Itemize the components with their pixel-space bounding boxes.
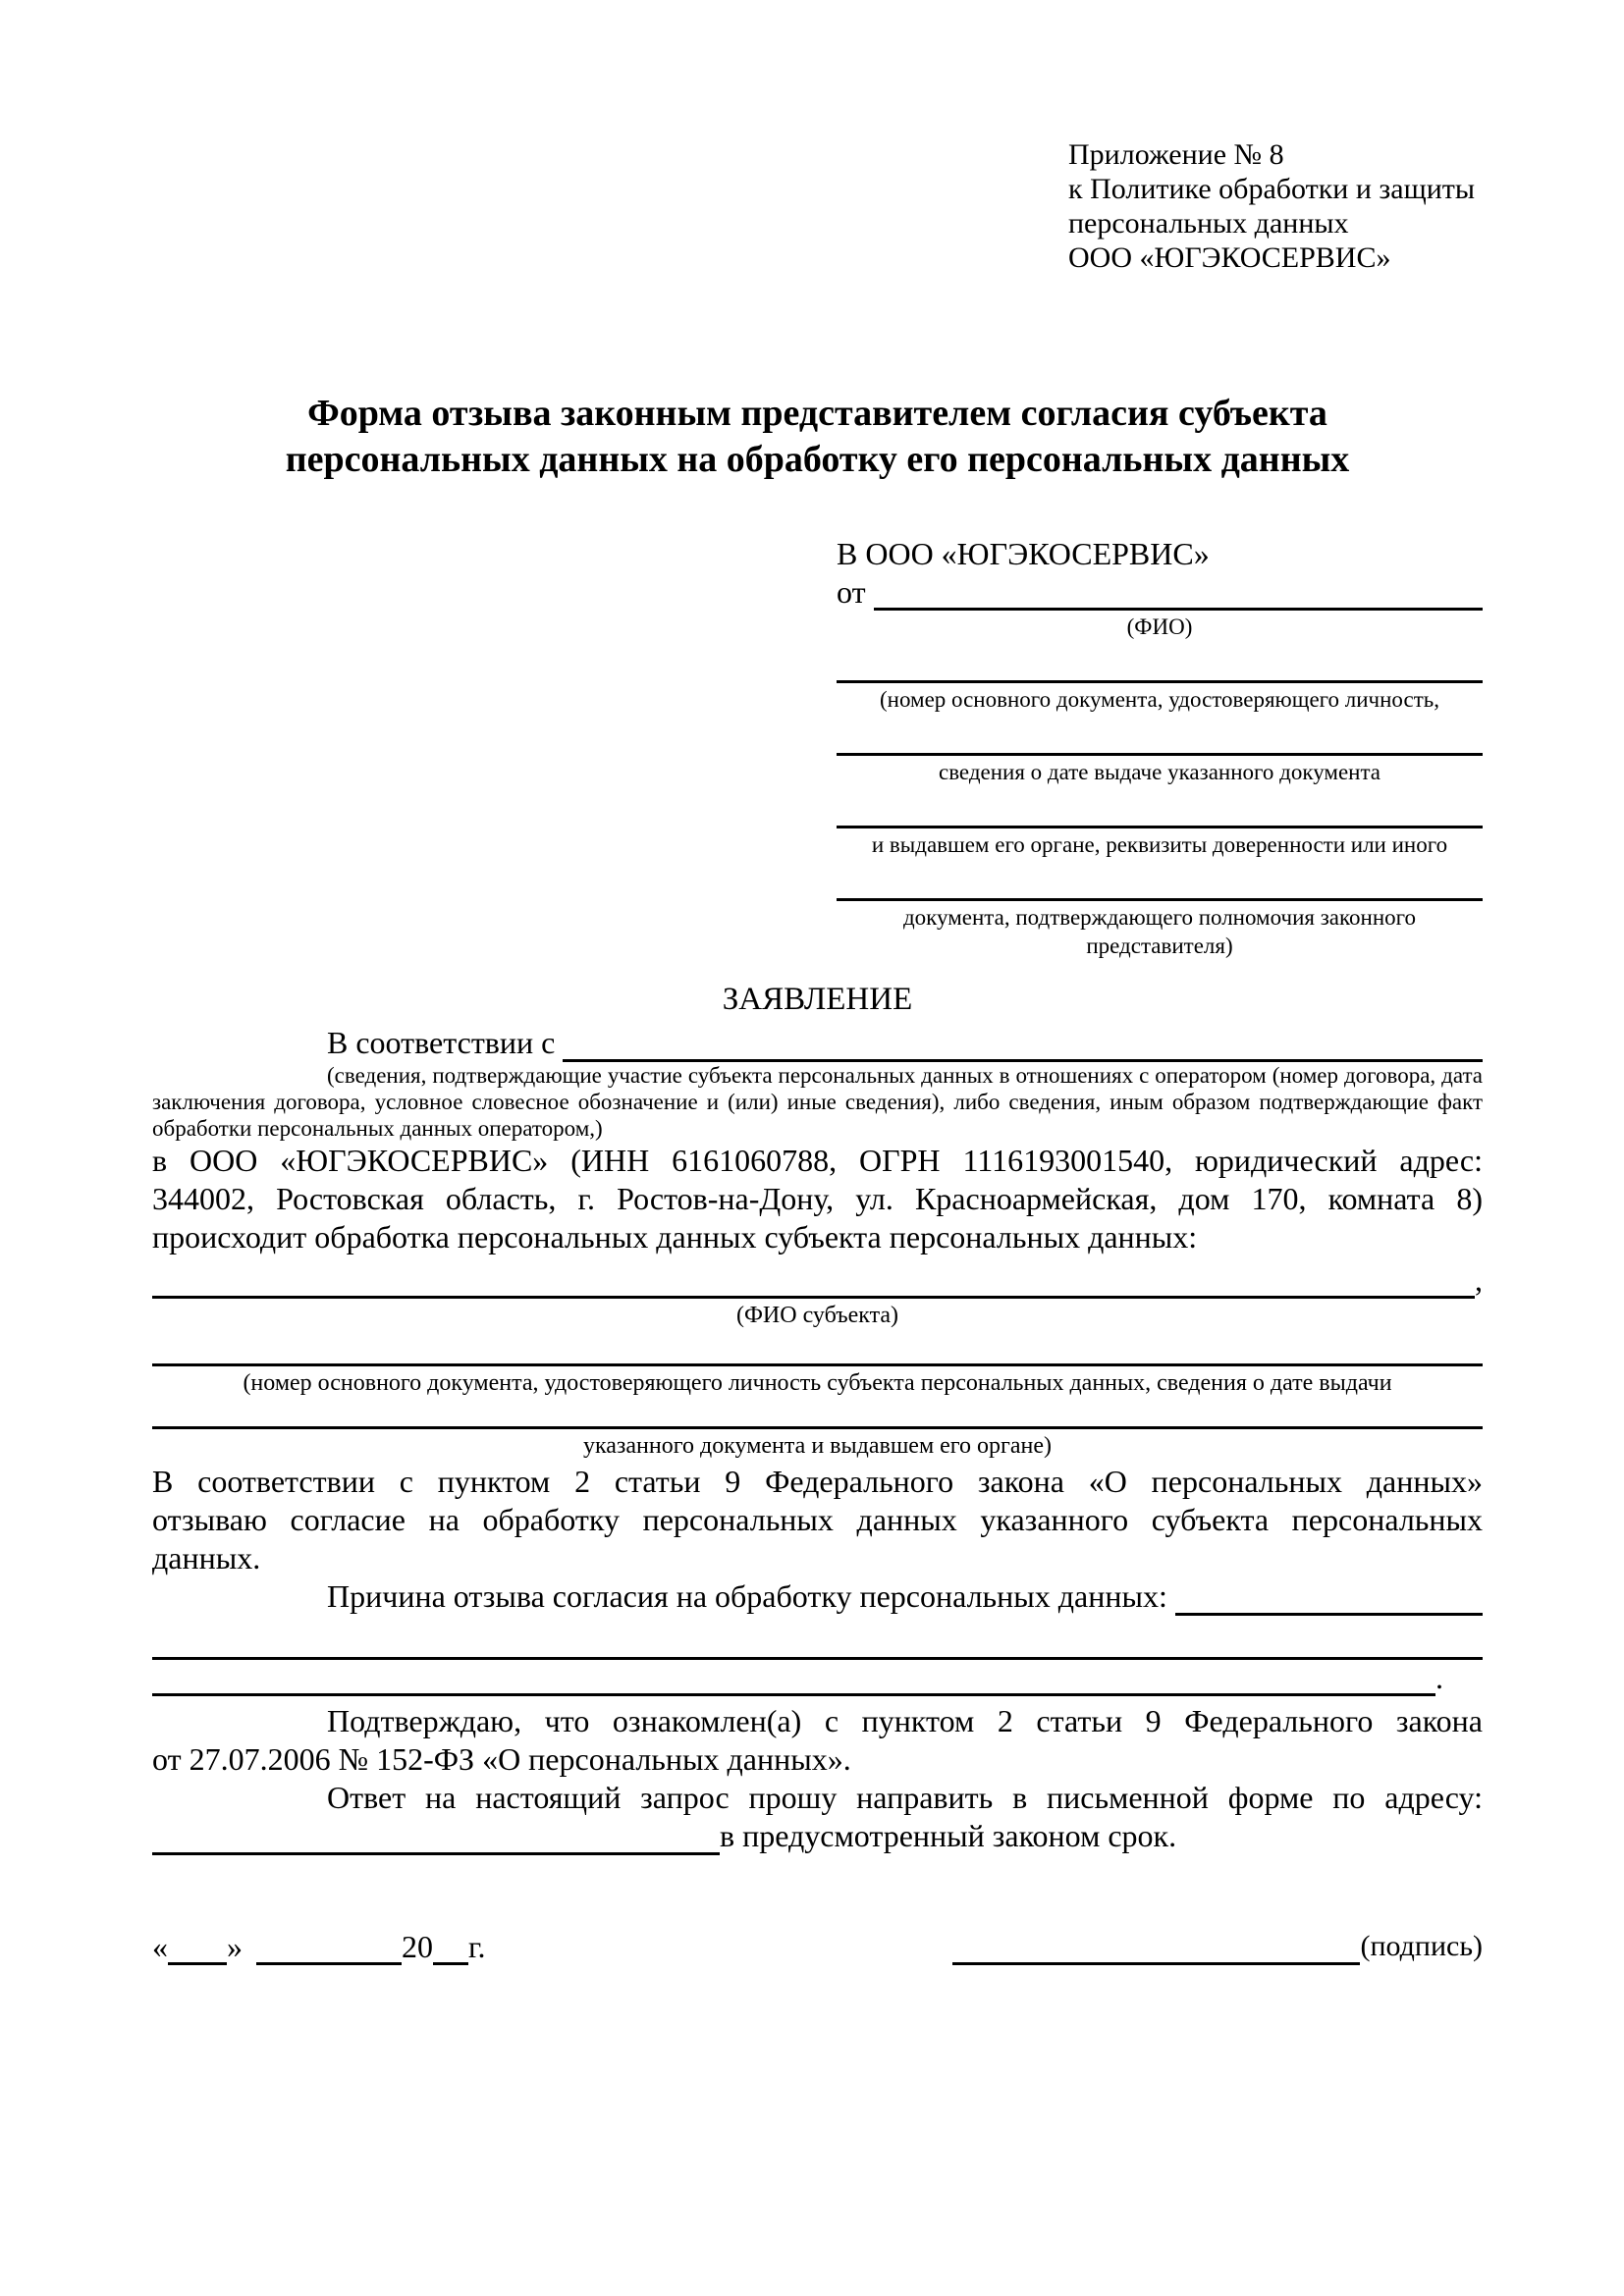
- document-title: [152, 391, 1483, 483]
- doc-issuer-caption: и выдавшем его органе, реквизиты доверенности или иного: [871, 832, 1448, 857]
- legal-note-line: заключения договора, условное словесное обозначение и (или) иные сведения), либо сведения, иным образом подтверждающие факт: [152, 1090, 1483, 1114]
- legal-note-line: (сведения, подтверждающие участие субъекта персональных данных в отношениях с оператором (номер договора, дата: [327, 1063, 1483, 1088]
- addressee-to: В ООО «ЮГЭКОСЕРВИС»: [837, 536, 1210, 571]
- intro-label: В соответствии с: [327, 1025, 556, 1060]
- confirm-paragraph-line: Подтверждаю, что ознакомлен(а) с пунктом 2 статьи 9 Федерального закона: [327, 1703, 1483, 1738]
- reply-address-blank-line: [152, 1852, 720, 1855]
- subject-fio-row: [152, 1262, 1483, 1299]
- trailing-period: .: [1435, 1660, 1443, 1695]
- doc-issuer-blank-line: [837, 786, 1483, 828]
- operator-paragraph-line: 344002, Ростовская область, г. Ростов-на-Дону, ул. Красноармейская, дом 170, комната 8): [152, 1181, 1483, 1216]
- header-line: Приложение № 8: [1068, 138, 1284, 171]
- reason-label: Причина отзыва согласия на обработку персональных данных:: [327, 1578, 1167, 1614]
- title-line: Форма отзыва законным представителем согласия субъекта: [307, 393, 1327, 434]
- reply-paragraph-line: Ответ на настоящий запрос прошу направить в письменной форме по адресу:: [327, 1780, 1483, 1815]
- operator-paragraph-line: в ООО «ЮГЭКОСЕРВИС» (ИНН 6161060788, ОГРН 1116193001540, юридический адрес:: [152, 1143, 1483, 1178]
- fio-blank-line: [874, 608, 1483, 611]
- subject-doc-caption: (номер основного документа, удостоверяющего личность субъекта персональных данных, сведения о дате выдачи: [243, 1370, 1392, 1396]
- subject-fio-blank-line: [152, 1296, 1475, 1299]
- reason-end-row: [152, 1660, 1483, 1696]
- subject-doc-caption: указанного документа и выдавшем его органе): [582, 1433, 1053, 1459]
- date-month-blank: [256, 1962, 402, 1965]
- addressee-block: [837, 536, 1483, 960]
- from-label: от: [837, 574, 866, 610]
- legal-note-line: обработки персональных данных оператором,): [152, 1116, 603, 1141]
- date-day-blank: [168, 1962, 227, 1965]
- header-block: [1068, 137, 1483, 275]
- header-line: персональных данных: [1068, 207, 1349, 240]
- withdraw-paragraph-line: отзываю согласие на обработку персональных данных указанного субъекта персональных: [152, 1502, 1483, 1537]
- doc-number-blank-line: [837, 641, 1483, 683]
- subject-doc-blank-line: [152, 1330, 1483, 1366]
- addressee-from-row: [837, 573, 1483, 611]
- reply-address-row: [152, 1817, 1483, 1855]
- signature-caption: (подпись): [1360, 1930, 1483, 1962]
- doc-authority-caption: документа, подтверждающего полномочия законного представителя): [902, 905, 1416, 958]
- doc-authority-blank-line: [837, 859, 1483, 901]
- date-year-suffix: г.: [468, 1929, 486, 1964]
- intro-row: [152, 1023, 1483, 1062]
- date-year-prefix: 20: [402, 1929, 433, 1964]
- confirm-paragraph: [152, 1702, 1483, 1779]
- trailing-comma: ,: [1475, 1262, 1483, 1298]
- withdraw-paragraph: [152, 1463, 1483, 1577]
- reason-row: [152, 1577, 1483, 1616]
- signature-blank-line: [952, 1962, 1360, 1965]
- header-line: к Политике обработки и защиты: [1068, 173, 1476, 205]
- withdraw-paragraph-line: В соответствии с пунктом 2 статьи 9 Федерального закона «О персональных данных»: [152, 1464, 1483, 1499]
- doc-date-caption: сведения о дате выдаче указанного документа: [938, 760, 1381, 784]
- confirm-paragraph-line: от 27.07.2006 № 152-ФЗ «О персональных данных».: [152, 1741, 851, 1777]
- doc-number-caption: (номер основного документа, удостоверяющего личность,: [879, 687, 1439, 712]
- withdraw-paragraph-line: данных.: [152, 1540, 261, 1575]
- fio-caption: (ФИО): [1126, 614, 1193, 639]
- header-line: ООО «ЮГЭКОСЕРВИС»: [1068, 241, 1391, 274]
- reply-tail: в предусмотренный законом срок.: [720, 1818, 1177, 1853]
- date-field: [152, 1928, 486, 1965]
- date-year-blank: [433, 1962, 468, 1965]
- title-line: персональных данных на обработку его персональных данных: [285, 439, 1350, 480]
- footer-row: [152, 1928, 1483, 1965]
- signature-field: [952, 1928, 1483, 1965]
- statement-heading: ЗАЯВЛЕНИЕ: [722, 982, 913, 1017]
- operator-paragraph: [152, 1142, 1483, 1256]
- subject-fio-caption: (ФИО субъекта): [735, 1303, 899, 1328]
- subject-doc-blank-line: [152, 1398, 1483, 1429]
- doc-date-blank-line: [837, 714, 1483, 756]
- reason-blank-line-full: [152, 1616, 1483, 1660]
- reason-blank-line-short: [152, 1662, 1435, 1696]
- legal-note: [152, 1062, 1483, 1142]
- reason-blank-line: [1175, 1613, 1483, 1616]
- date-quote-open: «: [152, 1929, 168, 1964]
- operator-paragraph-line: происходит обработка персональных данных субъекта персональных данных:: [152, 1219, 1198, 1255]
- date-quote-close: »: [227, 1929, 243, 1964]
